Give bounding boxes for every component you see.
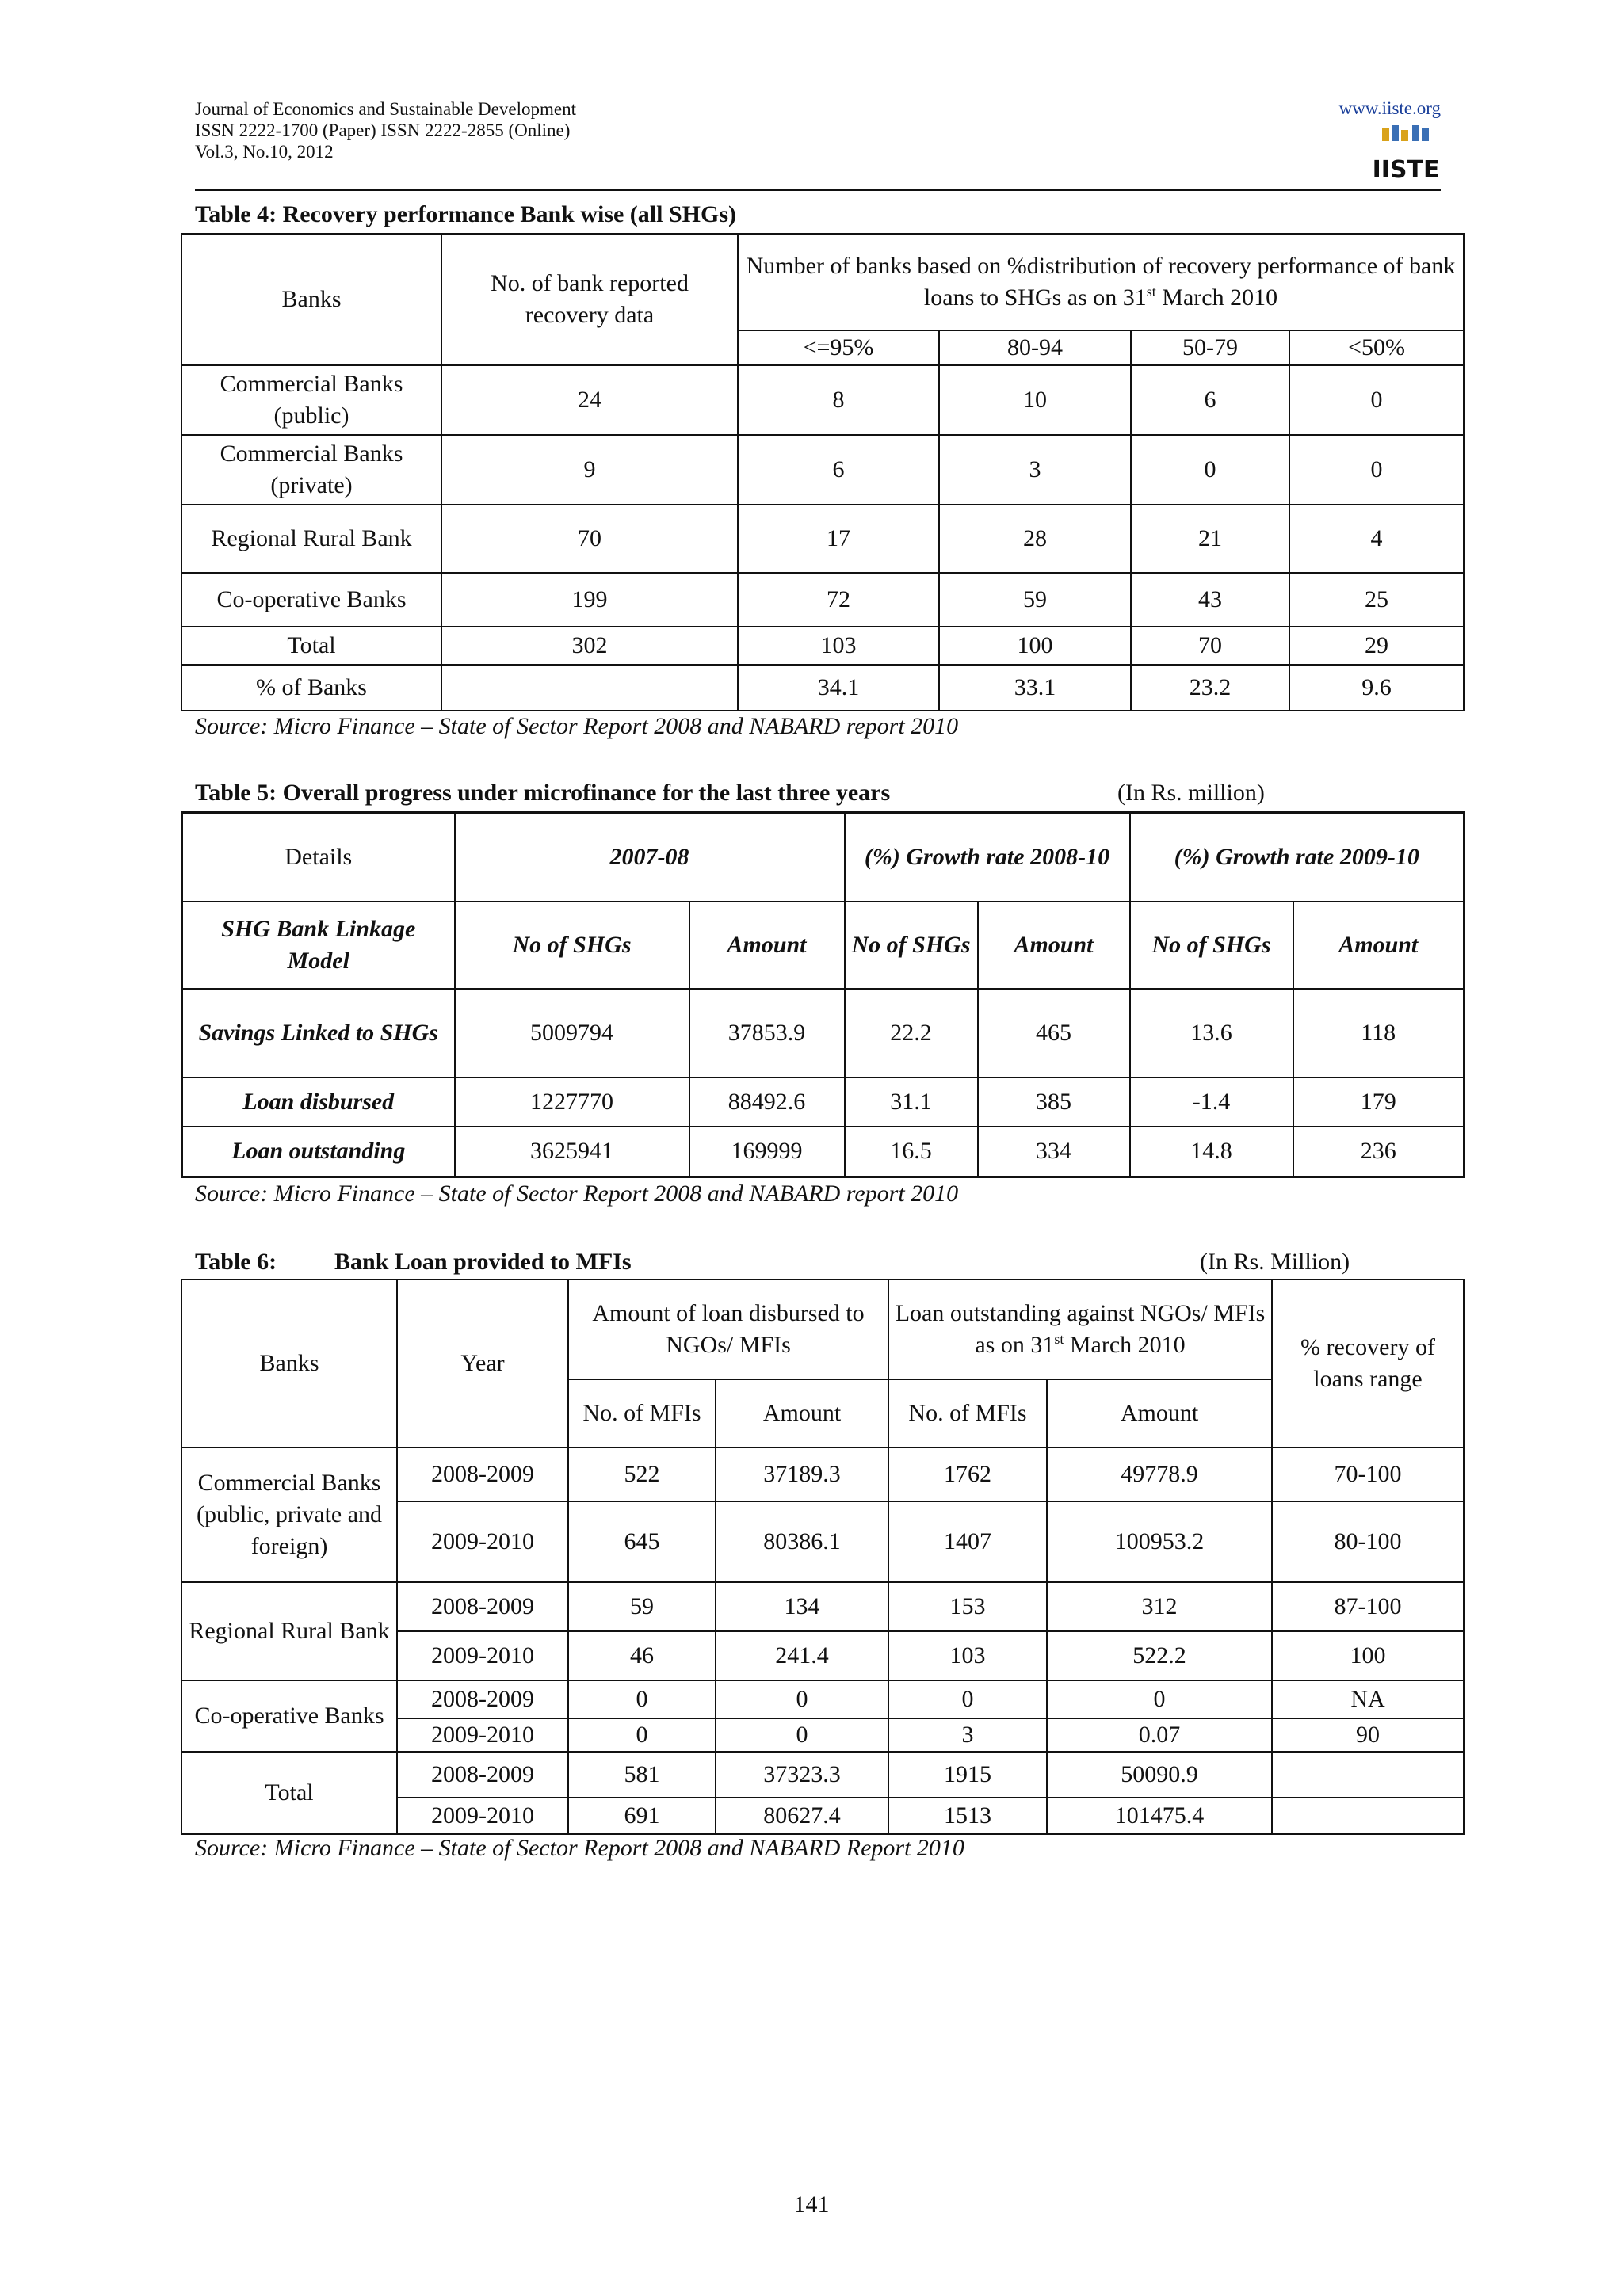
cell: 118: [1293, 989, 1465, 1077]
cell: 691: [568, 1798, 716, 1834]
table5-head-growth-2009-10: (%) Growth rate 2009-10: [1130, 813, 1465, 902]
table5-head-growth-2008-10: (%) Growth rate 2008-10: [845, 813, 1130, 902]
cell: Total: [181, 627, 441, 665]
table6-unit: (In Rs. Million): [1200, 1249, 1350, 1275]
cell: 72: [738, 573, 939, 627]
cell: 37853.9: [689, 989, 845, 1077]
table-row: [181, 505, 1464, 573]
table6-head-banks: Banks: [181, 1280, 397, 1447]
header-rule: [195, 189, 1441, 191]
cell: NA: [1272, 1680, 1464, 1718]
table6-head-outstanding: Loan outstanding against NGOs/ MFIs as on 31st March 2010: [888, 1280, 1272, 1379]
cell: 33.1: [939, 665, 1131, 711]
table-row: [182, 989, 1465, 1077]
bank-group-label: Regional Rural Bank: [181, 1582, 397, 1680]
cell: 3: [939, 435, 1131, 505]
cell: 0: [1289, 365, 1464, 435]
logo-text: IISTE: [1372, 156, 1440, 184]
cell: Commercial Banks (private): [181, 435, 441, 505]
cell: 103: [888, 1631, 1047, 1680]
cell: Commercial Banks (public): [181, 365, 441, 435]
cell: 80386.1: [716, 1501, 888, 1582]
table5-head-details: Details: [182, 813, 455, 902]
cell: 21: [1131, 505, 1289, 573]
cell: 13.6: [1130, 989, 1293, 1077]
cell: 100: [939, 627, 1131, 665]
cell: 199: [441, 573, 738, 627]
cell: 29: [1289, 627, 1464, 665]
cell: 80627.4: [716, 1798, 888, 1834]
cell: 334: [978, 1127, 1130, 1177]
cell: 0: [888, 1680, 1047, 1718]
cell: 59: [939, 573, 1131, 627]
cell: 645: [568, 1501, 716, 1582]
table4-head-group: Number of banks based on %distribution of recovery performance of bank loans to SHGs as on 31st March 2010: [738, 234, 1464, 330]
table-row: [181, 1447, 1464, 1501]
table5-unit: (In Rs. million): [1117, 780, 1265, 806]
page-number: 141: [793, 2191, 830, 2218]
table5-head-2007: 2007-08: [455, 813, 845, 902]
cell: 3625941: [455, 1127, 689, 1177]
cell: 2008-2009: [397, 1447, 568, 1501]
table-row: [181, 627, 1464, 665]
table4-subhead: <50%: [1289, 330, 1464, 365]
table-row: [181, 665, 1464, 711]
table6-sub-amount: Amount: [1047, 1379, 1272, 1447]
table6-source: Source: Micro Finance – State of Sector Report 2008 and NABARD Report 2010: [195, 1835, 964, 1861]
cell: 2009-2010: [397, 1798, 568, 1834]
cell: 103: [738, 627, 939, 665]
cell: 31.1: [845, 1077, 978, 1127]
cell: 5009794: [455, 989, 689, 1077]
table4: [181, 233, 1465, 711]
cell: 46: [568, 1631, 716, 1680]
table4-subhead: 80-94: [939, 330, 1131, 365]
cell: 0: [568, 1718, 716, 1752]
cell: 302: [441, 627, 738, 665]
cell: 87-100: [1272, 1582, 1464, 1631]
journal-title: Journal of Economics and Sustainable Development: [195, 99, 576, 119]
cell: 0: [716, 1718, 888, 1752]
cell: 169999: [689, 1127, 845, 1177]
cell: 2009-2010: [397, 1631, 568, 1680]
cell: [441, 665, 738, 711]
cell: 70: [441, 505, 738, 573]
cell: 6: [738, 435, 939, 505]
journal-volume: Vol.3, No.10, 2012: [195, 142, 334, 162]
cell: 0: [1289, 435, 1464, 505]
table5-sub-amount: Amount: [978, 902, 1130, 989]
table5-source: Source: Micro Finance – State of Sector Report 2008 and NABARD report 2010: [195, 1180, 959, 1207]
bank-group-label: Total: [181, 1752, 397, 1834]
cell: 4: [1289, 505, 1464, 573]
cell: [1272, 1752, 1464, 1798]
cell: 28: [939, 505, 1131, 573]
cell: 1407: [888, 1501, 1047, 1582]
cell: 50090.9: [1047, 1752, 1272, 1798]
table4-source: Source: Micro Finance – State of Sector Report 2008 and NABARD report 2010: [195, 713, 959, 739]
table-row: [181, 1582, 1464, 1631]
cell: 2009-2010: [397, 1718, 568, 1752]
table6-sub-amount: Amount: [716, 1379, 888, 1447]
cell: 1915: [888, 1752, 1047, 1798]
cell: 43: [1131, 573, 1289, 627]
cell: 312: [1047, 1582, 1272, 1631]
table4-head-banks: Banks: [181, 234, 441, 365]
cell: 179: [1293, 1077, 1465, 1127]
cell: 0: [1131, 435, 1289, 505]
cell: 100953.2: [1047, 1501, 1272, 1582]
table5-caption: Table 5: Overall progress under microfinance for the last three years: [195, 780, 891, 806]
table4-subhead: 50-79: [1131, 330, 1289, 365]
cell: 37323.3: [716, 1752, 888, 1798]
table-row: [181, 435, 1464, 505]
table-row: [181, 365, 1464, 435]
cell: 37189.3: [716, 1447, 888, 1501]
cell: 0: [568, 1680, 716, 1718]
cell: 100: [1272, 1631, 1464, 1680]
table5-sub-no-shgs: No of SHGs: [1130, 902, 1293, 989]
cell: 101475.4: [1047, 1798, 1272, 1834]
cell: 1227770: [455, 1077, 689, 1127]
row-label: Loan disbursed: [182, 1077, 455, 1127]
cell: 3: [888, 1718, 1047, 1752]
bank-group-label: Co-operative Banks: [181, 1680, 397, 1752]
cell: 16.5: [845, 1127, 978, 1177]
iiste-logo: [1372, 122, 1440, 184]
cell: 9.6: [1289, 665, 1464, 711]
cell: 2008-2009: [397, 1582, 568, 1631]
cell: 241.4: [716, 1631, 888, 1680]
cell: 14.8: [1130, 1127, 1293, 1177]
row-label: Savings Linked to SHGs: [182, 989, 455, 1077]
cell: 59: [568, 1582, 716, 1631]
table5-sub-amount: Amount: [1293, 902, 1465, 989]
cell: 8: [738, 365, 939, 435]
table6-head-disbursed: Amount of loan disbursed to NGOs/ MFIs: [568, 1280, 888, 1379]
cell: -1.4: [1130, 1077, 1293, 1127]
table6-sub-no-mfis: No. of MFIs: [568, 1379, 716, 1447]
cell: 25: [1289, 573, 1464, 627]
cell: 1762: [888, 1447, 1047, 1501]
table6-sub-no-mfis: No. of MFIs: [888, 1379, 1047, 1447]
table-row: [182, 1127, 1465, 1177]
cell: 70: [1131, 627, 1289, 665]
journal-issn: ISSN 2222-1700 (Paper) ISSN 2222-2855 (Online): [195, 120, 571, 140]
table5-sub-amount: Amount: [689, 902, 845, 989]
cell: 2008-2009: [397, 1752, 568, 1798]
bank-group-label: Commercial Banks (public, private and foreign): [181, 1447, 397, 1582]
table4-caption: Table 4: Recovery performance Bank wise (all SHGs): [195, 201, 736, 227]
cell: 2008-2009: [397, 1680, 568, 1718]
cell: 1513: [888, 1798, 1047, 1834]
cell: 24: [441, 365, 738, 435]
cell: Co-operative Banks: [181, 573, 441, 627]
cell: 17: [738, 505, 939, 573]
cell: 34.1: [738, 665, 939, 711]
cell: 153: [888, 1582, 1047, 1631]
cell: 385: [978, 1077, 1130, 1127]
journal-header: [195, 98, 576, 162]
cell: [1272, 1798, 1464, 1834]
cell: 6: [1131, 365, 1289, 435]
cell: % of Banks: [181, 665, 441, 711]
row-label: Loan outstanding: [182, 1127, 455, 1177]
table-row: [182, 1077, 1465, 1127]
cell: 522: [568, 1447, 716, 1501]
cell: 236: [1293, 1127, 1465, 1177]
cell: 80-100: [1272, 1501, 1464, 1582]
cell: 0: [716, 1680, 888, 1718]
table6-head-year: Year: [397, 1280, 568, 1447]
table-row: [181, 1680, 1464, 1718]
cell: 522.2: [1047, 1631, 1272, 1680]
cell: 0.07: [1047, 1718, 1272, 1752]
cell: 10: [939, 365, 1131, 435]
cell: 134: [716, 1582, 888, 1631]
table4-head-reported: No. of bank reported recovery data: [441, 234, 738, 365]
table4-subhead: <=95%: [738, 330, 939, 365]
cell: 9: [441, 435, 738, 505]
table6-caption-title: Bank Loan provided to MFIs: [334, 1249, 632, 1275]
table5-sub-model: SHG Bank Linkage Model: [182, 902, 455, 989]
cell: 22.2: [845, 989, 978, 1077]
table-row: [181, 1752, 1464, 1798]
table5: [181, 811, 1465, 1178]
cell: 70-100: [1272, 1447, 1464, 1501]
table6-caption-number: Table 6:: [195, 1249, 277, 1275]
cell: 465: [978, 989, 1130, 1077]
cell: 581: [568, 1752, 716, 1798]
journal-url[interactable]: www.iiste.org: [1338, 98, 1441, 118]
cell: 90: [1272, 1718, 1464, 1752]
cell: 49778.9: [1047, 1447, 1272, 1501]
cell: 2009-2010: [397, 1501, 568, 1582]
table5-sub-no-shgs: No of SHGs: [845, 902, 978, 989]
cell: Regional Rural Bank: [181, 505, 441, 573]
table6: [181, 1279, 1465, 1835]
table5-sub-no-shgs: No of SHGs: [455, 902, 689, 989]
cell: 88492.6: [689, 1077, 845, 1127]
cell: 0: [1047, 1680, 1272, 1718]
table-row: [181, 573, 1464, 627]
table6-head-recovery: % recovery of loans range: [1272, 1280, 1464, 1447]
cell: 23.2: [1131, 665, 1289, 711]
